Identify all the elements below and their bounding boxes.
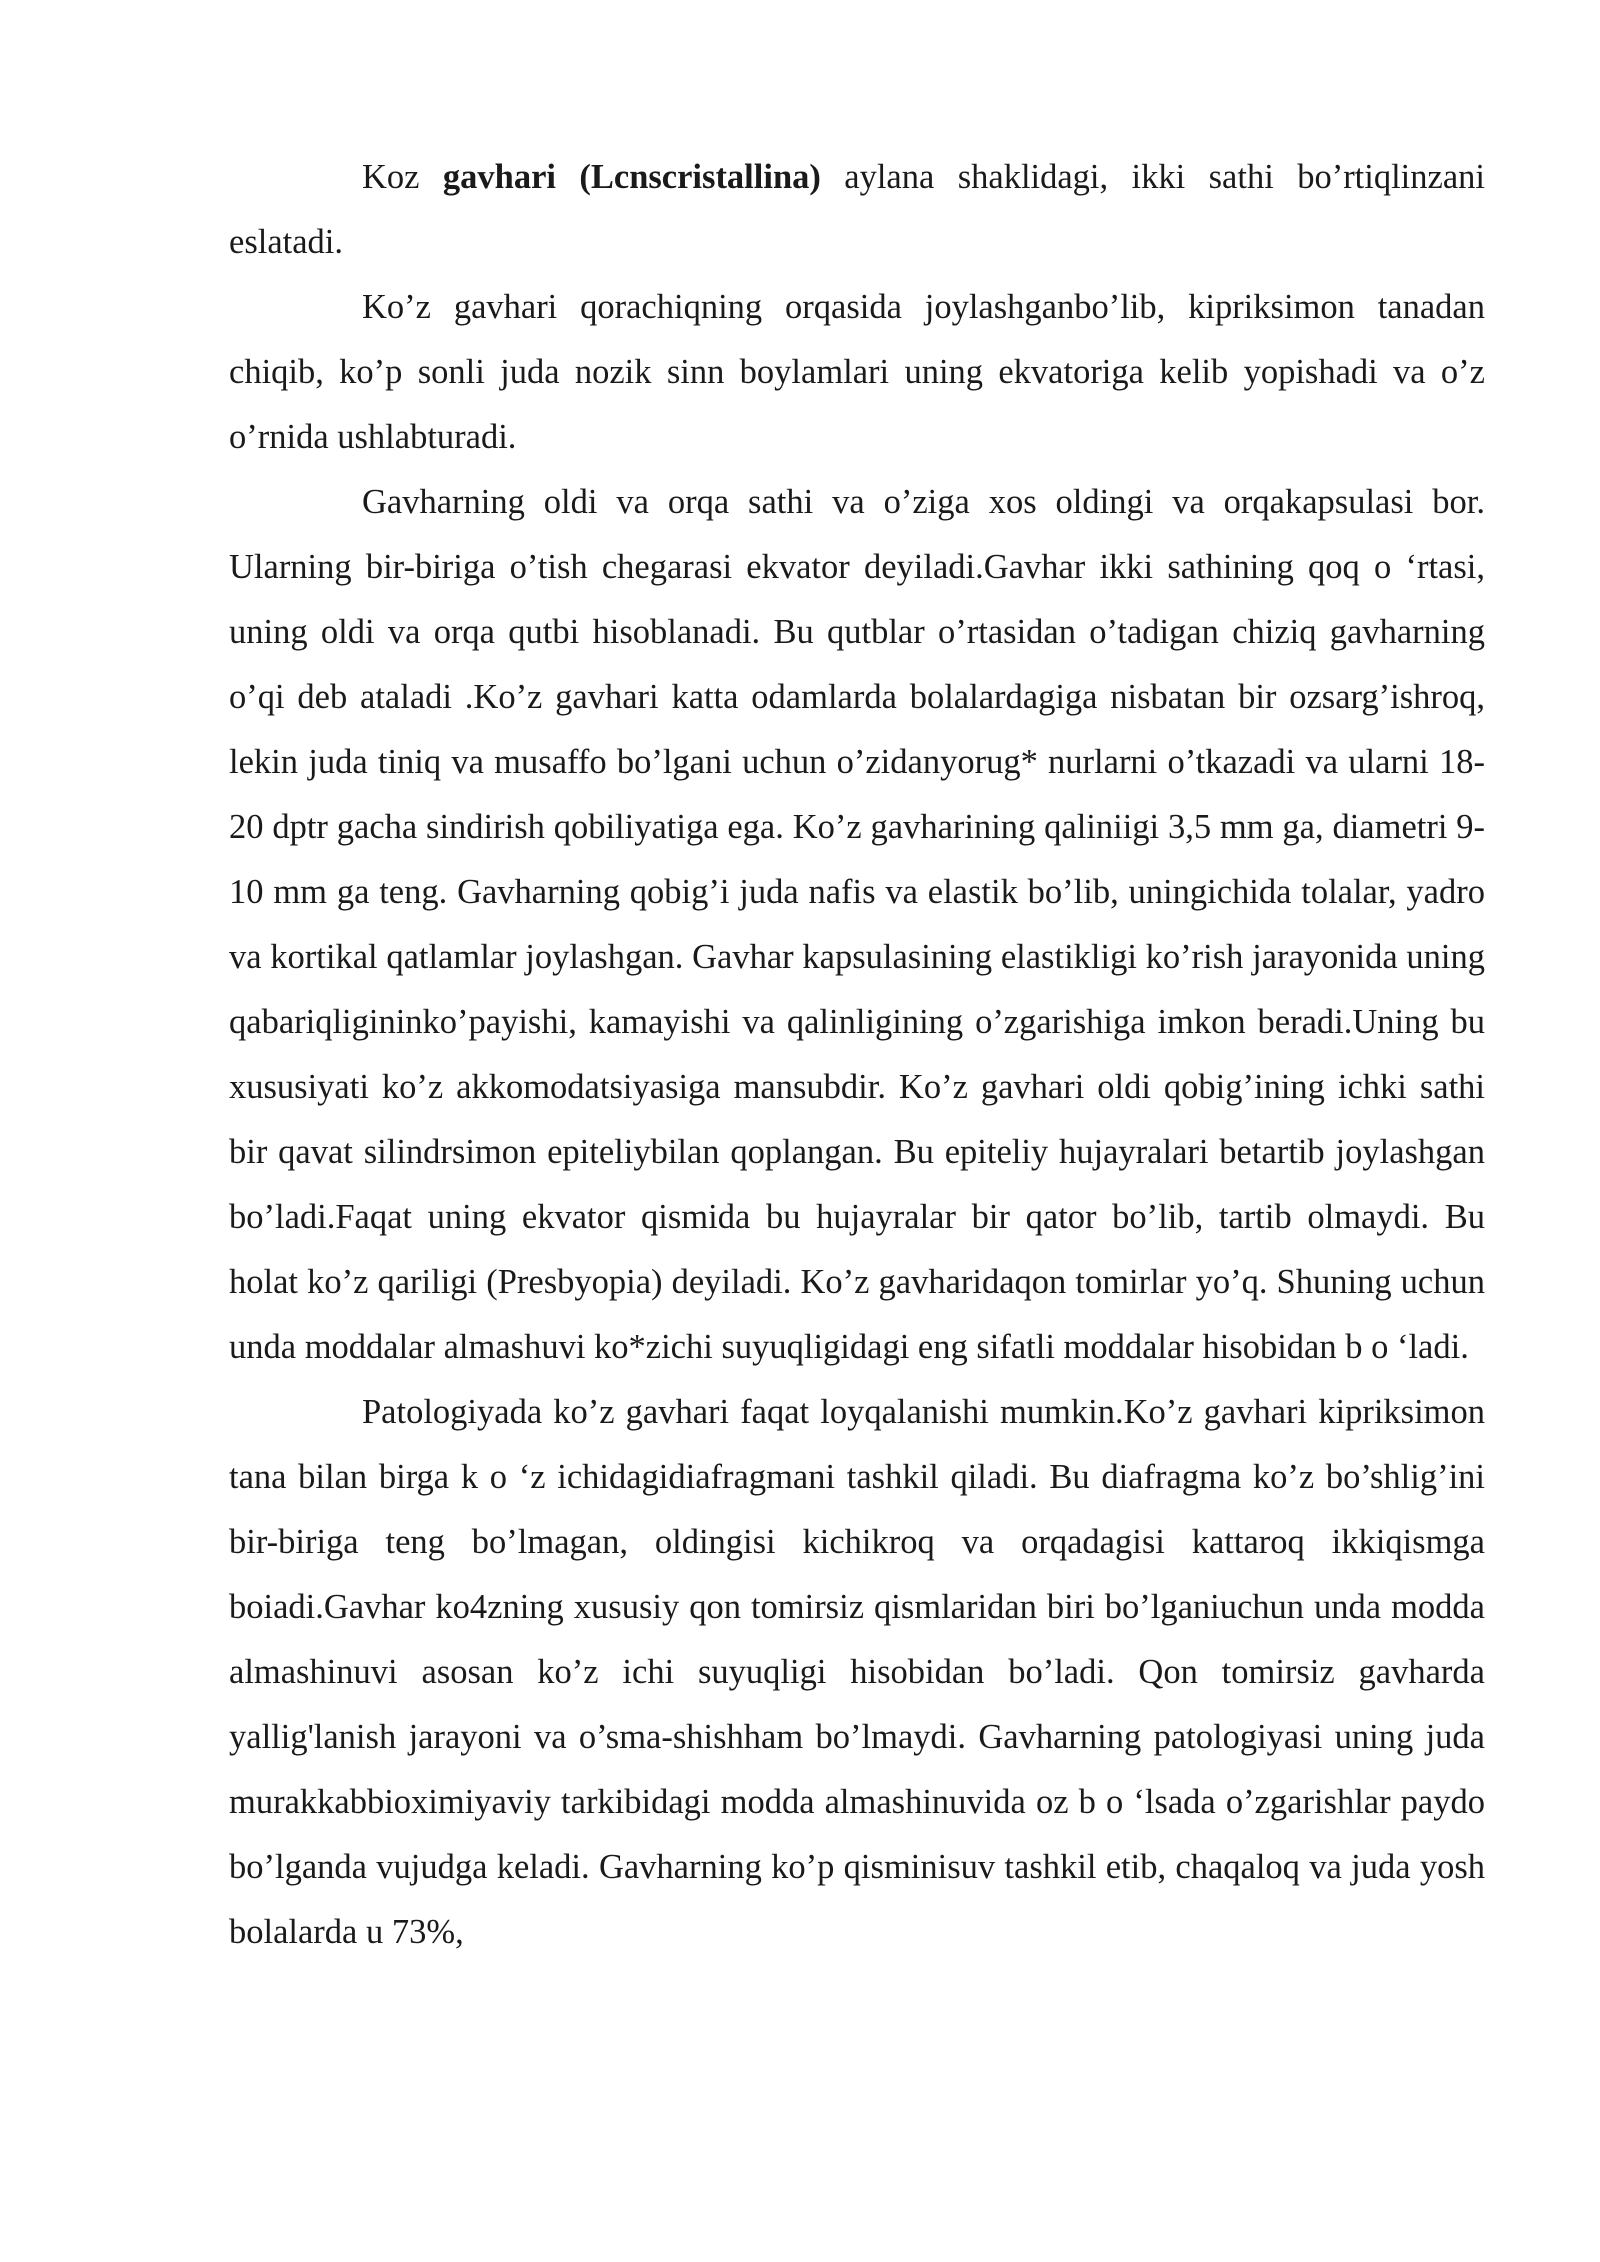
paragraph-3: Gavharning oldi va orqa sathi va o’ziga xos oldingi va orqakapsulasi bor. Ularning bir-biriga o’tish chegarasi ekvator deyiladi.Gavhar ikki sathining qoq o ‘rtasi, uning oldi va orqa qutbi hisoblanadi. Bu qutblar o’rtasidan o’tadigan chiziq gavharning o’qi deb ataladi .Ko’z gavhari katta odamlarda bolalardagiga nisbatan bir ozsarg’ishroq, lekin juda tiniq va musaffo bo’lgani uchun o’zidanyorug* nurlarni o’tkazadi va ularni 18-20 dptr gacha sindirish qobiliyatiga ega. Ko’z gavharining qaliniigi 3,5 mm ga, diametri 9-10 mm ga teng. Gavharning qobig’i juda nafis va elastik bo’lib, uningichida tolalar, yadro va kortikal qatlamlar joylashgan. Gavhar kapsulasining elastikligi ko’rish jarayonida uning qabariqligininko’payishi, kamayishi va qalinligining o’zgarishiga imkon beradi.Uning bu xususiyati ko’z akkomodatsiyasiga mansubdir. Ko’z gavhari oldi qobig’ining ichki sathi bir qavat silindrsimon epiteliybilan qoplangan. Bu epiteliy hujayralari betartib joylashgan bo’ladi.Faqat uning ekvator qismida bu hujayralar bir qator bo’lib, tartib olmaydi. Bu holat ko’z qariligi (Presbyopia) deyiladi. Ko’z gavharidaqon tomirlar yo’q. Shuning uchun unda moddalar almashuvi ko*zichi suyuqligidagi eng sifatli moddalar hisobidan b o ‘ladi. — [229, 483, 1485, 1366]
paragraph-2: Ko’z gavhari qorachiqning orqasida joylashganbo’lib, kipriksimon tanadan chiqib, ko’p sonli juda nozik sinn boylamlari uning ekvatoriga kelib yopishadi va o’z o’rnida ushlabturadi. — [229, 288, 1485, 456]
paragraph-1-bold-term: gavhari (Lcnscristallina) — [442, 158, 821, 196]
paragraph-1-lead: Koz — [362, 158, 443, 196]
paragraph-4: Patologiyada ko’z gavhari faqat loyqalanishi mumkin.Ko’z gavhari kipriksimon tana bilan birga k o ‘z ichidagidiafragmani tashkil qiladi. Bu diafragma ko’z bo’shlig’ini bir-biriga teng bo’lmagan, oldingisi kichikroq va orqadagisi kattaroq ikkiqismga boiadi.Gavhar ko4zning xususiy qon tomirsiz qismlaridan biri bo’lganiuchun unda modda almashinuvi asosan ko’z ichi suyuqligi hisobidan bo’ladi. Qon tomirsiz gavharda yallig'lanish jarayoni va o’sma-shishham bo’lmaydi. Gavharning patologiyasi uning juda murakkabbioximiyaviy tarkibidagi modda almashinuvida oz b o ‘lsada o’zgarishlar paydo bo’lganda vujudga keladi. Gavharning ko’p qisminisuv tashkil etib, chaqaloq va juda yosh bolalarda u 73%, — [229, 1393, 1485, 1951]
paragraph-1 — [229, 145, 1485, 275]
paragraph-1-rest: aylana shaklidagi, ikki sathi bo’rtiqlinzani eslatadi. — [229, 158, 1485, 261]
document-body — [229, 145, 1485, 1965]
